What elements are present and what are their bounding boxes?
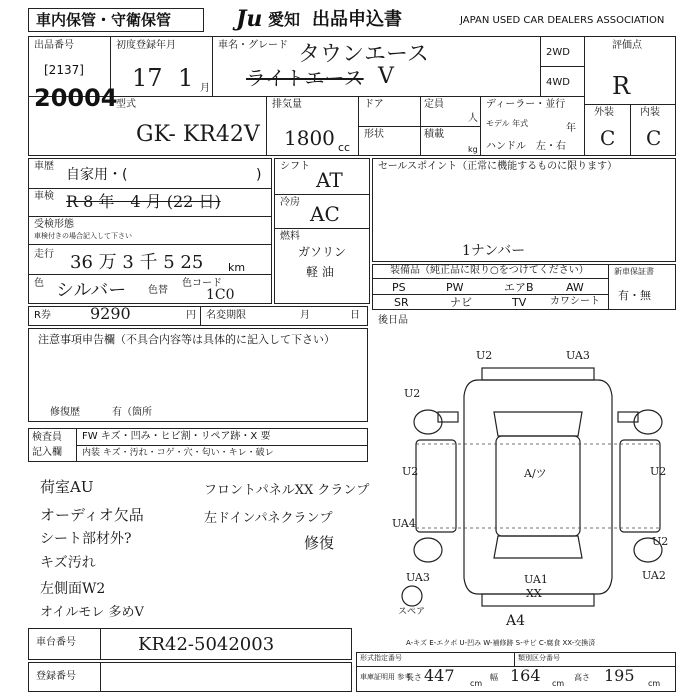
diagram-mark-right-3: UA2 — [642, 569, 666, 582]
height-unit: cm — [648, 679, 661, 688]
color-value: シルバー — [56, 280, 127, 301]
inspector-row-interior: 内装 キズ・汚れ・コゲ・穴・匂い・キレ・破レ — [82, 448, 274, 458]
name-change-month: 月 — [300, 310, 310, 321]
equipment-navi: ナビ — [450, 296, 472, 309]
displacement-value: 1800 — [284, 126, 335, 150]
diagram-mark-left-1: U2 — [404, 387, 421, 400]
equipment-ps: PS — [392, 281, 406, 294]
diagram-mark-right-1: U2 — [650, 465, 667, 478]
interior-value: C — [646, 126, 662, 150]
caution-label: 注意事項申告欄（不具合内容等は具体的に記入して下さい） — [38, 333, 335, 346]
lot-number-label: 出品番号 — [34, 40, 74, 51]
sales-point-label: セールスポイント（正常に機能するものに限ります） — [378, 161, 618, 172]
lot-small-number: [2137] — [44, 63, 84, 77]
chassis-number: KR42-5042003 — [138, 634, 275, 655]
ac-label: 冷房 — [280, 197, 300, 208]
org-name: 愛知 — [268, 10, 301, 29]
exterior-label: 外装 — [594, 107, 614, 118]
grade-label: 評価点 — [612, 40, 642, 51]
color-code-value: 1C0 — [206, 287, 235, 303]
ac-value: AC — [310, 202, 340, 226]
equipment-aw: AW — [566, 281, 584, 294]
inspector-row-exterior: FW キズ・凹み・ヒビ割・リペア跡・X 要 — [82, 431, 271, 442]
width-unit: cm — [552, 679, 565, 688]
diagram-mark-left-4: UA3 — [406, 571, 430, 584]
remark-9: 修復 — [304, 534, 335, 552]
mileage-unit: km — [228, 261, 246, 274]
remark-8: 左ドインパネクランプ — [204, 511, 333, 526]
repair-history-label: 修復歴 — [50, 407, 80, 418]
year-unit: 年 — [566, 123, 576, 134]
registration-month: 1 — [178, 64, 194, 92]
logo-mark: Ju — [236, 6, 263, 32]
remark-7: フロントパネルXX クランプ — [204, 483, 370, 498]
type-designation-label: 形式指定番号 — [360, 654, 402, 662]
spare-label: スペア — [398, 607, 426, 617]
inspection-label: 車検 — [34, 191, 54, 202]
height-value: 195 — [604, 666, 635, 685]
new-car-warranty-label: 新車保証書 — [614, 267, 654, 276]
color-code-label: 色コード — [182, 278, 222, 289]
month-suffix: 月 — [200, 83, 210, 94]
exterior-value: C — [600, 126, 616, 150]
inspector-label: 検査員 — [32, 432, 62, 443]
load-unit: kg — [468, 145, 478, 154]
fuel-gasoline: ガソリン — [298, 245, 347, 259]
mileage-value: 36 万 3 千 5 25 — [70, 252, 204, 273]
color-change-label: 色替 — [148, 285, 168, 296]
color-label: 色 — [34, 278, 44, 289]
lot-number: 20004 — [34, 84, 118, 112]
model-label: 型式 — [116, 99, 136, 110]
width-label: 幅 — [490, 673, 498, 682]
model-value: GK- KR42V — [136, 122, 260, 147]
grade-value: R — [612, 72, 631, 100]
diagram-mark-left-2: U2 — [402, 465, 419, 478]
interior-label: 内装 — [640, 107, 660, 118]
equipment-label: 装備品（純正品に限り○をつけてください） — [390, 265, 589, 276]
sales-point-note: 1ナンバー — [462, 243, 526, 259]
diagram-mark-left-3: UA4 — [392, 517, 416, 530]
inspection-value: R 8 年 4 月 (22 日) — [66, 192, 221, 211]
diagram-mark-rear-2: XX — [526, 587, 542, 600]
equipment-tv: TV — [512, 296, 527, 309]
diagram-mark-rear-3: A4 — [506, 613, 526, 629]
name-change-label: 名変期限 — [206, 310, 246, 321]
diagram-center-mark: A/ツ — [524, 467, 547, 480]
car-name-label: 車名・グレード — [218, 40, 288, 51]
remark-4: キズ汚れ — [40, 555, 96, 571]
capacity-unit: 人 — [468, 113, 478, 124]
recycle-row — [28, 306, 368, 326]
load-label: 積載 — [424, 129, 444, 140]
name-change-day: 日 — [350, 310, 360, 321]
shape-label: 形状 — [364, 129, 384, 140]
fuel-label: 燃料 — [280, 231, 300, 242]
equipment-airbag: エアB — [504, 281, 534, 294]
length-unit: cm — [470, 679, 483, 688]
remark-1: 荷室AU — [40, 478, 94, 496]
mileage-label: 走行 — [34, 249, 54, 260]
car-name-grade: V — [378, 64, 394, 89]
diagram-mark-right-2: U2 — [652, 535, 669, 548]
storage-label: 車内保管・守衛保管 — [36, 11, 172, 29]
remark-3: シート部材外? — [40, 531, 132, 547]
door-label: ドア — [364, 99, 384, 110]
history-close: ) — [256, 167, 262, 183]
shift-value: AT — [316, 168, 343, 192]
displacement-label: 排気量 — [272, 99, 302, 110]
car-name-struck: ライトエース — [246, 66, 364, 90]
remark-6: オイルモレ 多めV — [40, 605, 144, 620]
diagram-mark-front-right: UA3 — [566, 349, 590, 362]
equipment-leather-seat: カワシート — [550, 296, 600, 307]
receipt-label: 受検形態 — [34, 219, 74, 230]
drive-2wd: 2WD — [546, 47, 570, 58]
inspector-entry-label: 記入欄 — [32, 447, 62, 458]
remark-5: 左側面W2 — [40, 581, 106, 597]
diagram-mark-rear-1: UA1 — [524, 573, 548, 586]
dealer-label: ディーラー・並行 — [486, 99, 566, 110]
history-value: 自家用・( — [66, 167, 128, 183]
handle-label: ハンドル 左・右 — [486, 141, 566, 152]
history-label: 車歴 — [34, 161, 54, 172]
length-value: 447 — [424, 666, 455, 685]
displacement-unit: cc — [338, 141, 351, 154]
drive-4wd: 4WD — [546, 77, 570, 88]
recycle-value: 9290 — [90, 304, 131, 323]
equipment-pw: PW — [446, 281, 464, 294]
equipment-sr: SR — [394, 296, 409, 309]
rear-items-label: 後日品 — [378, 315, 408, 326]
shift-label: シフト — [280, 161, 310, 172]
association-name: JAPAN USED CAR DEALERS ASSOCIATION — [460, 15, 665, 26]
garage-reference-label: 車庫証明用 参考 — [360, 673, 412, 681]
category-label: 類別区分番号 — [518, 654, 560, 662]
new-car-warranty-value: 有・無 — [618, 289, 651, 302]
registration-number-label: 登録番号 — [36, 671, 76, 682]
receipt-note: 車検付きの場合記入して下さい — [34, 232, 132, 240]
capacity-label: 定員 — [424, 99, 444, 110]
first-registration-label: 初度登録年月 — [116, 40, 176, 51]
recycle-label: R券 — [34, 310, 51, 321]
fuel-diesel: 軽 油 — [306, 265, 334, 279]
width-value: 164 — [510, 666, 541, 685]
height-label: 高さ — [574, 673, 590, 682]
recycle-unit: 円 — [186, 310, 196, 321]
diagram-mark-front-left: U2 — [476, 349, 493, 362]
registration-year: 17 — [132, 64, 163, 92]
remark-2: オーディオ欠品 — [40, 506, 144, 524]
model-year-label: モデル 年式 — [486, 119, 529, 128]
document-title: 出品申込書 — [312, 9, 402, 30]
car-name-line1: タウンエース — [298, 42, 429, 67]
length-label: 長さ — [406, 673, 422, 682]
damage-legend: A-キズ E-エクボ U-凹み W-補修跡 S-サビ C-腐食 XX-交換済 — [406, 639, 596, 647]
registration-row — [28, 662, 352, 692]
repair-history-value: 有（箇所 — [112, 407, 152, 418]
chassis-label: 車台番号 — [36, 637, 76, 648]
